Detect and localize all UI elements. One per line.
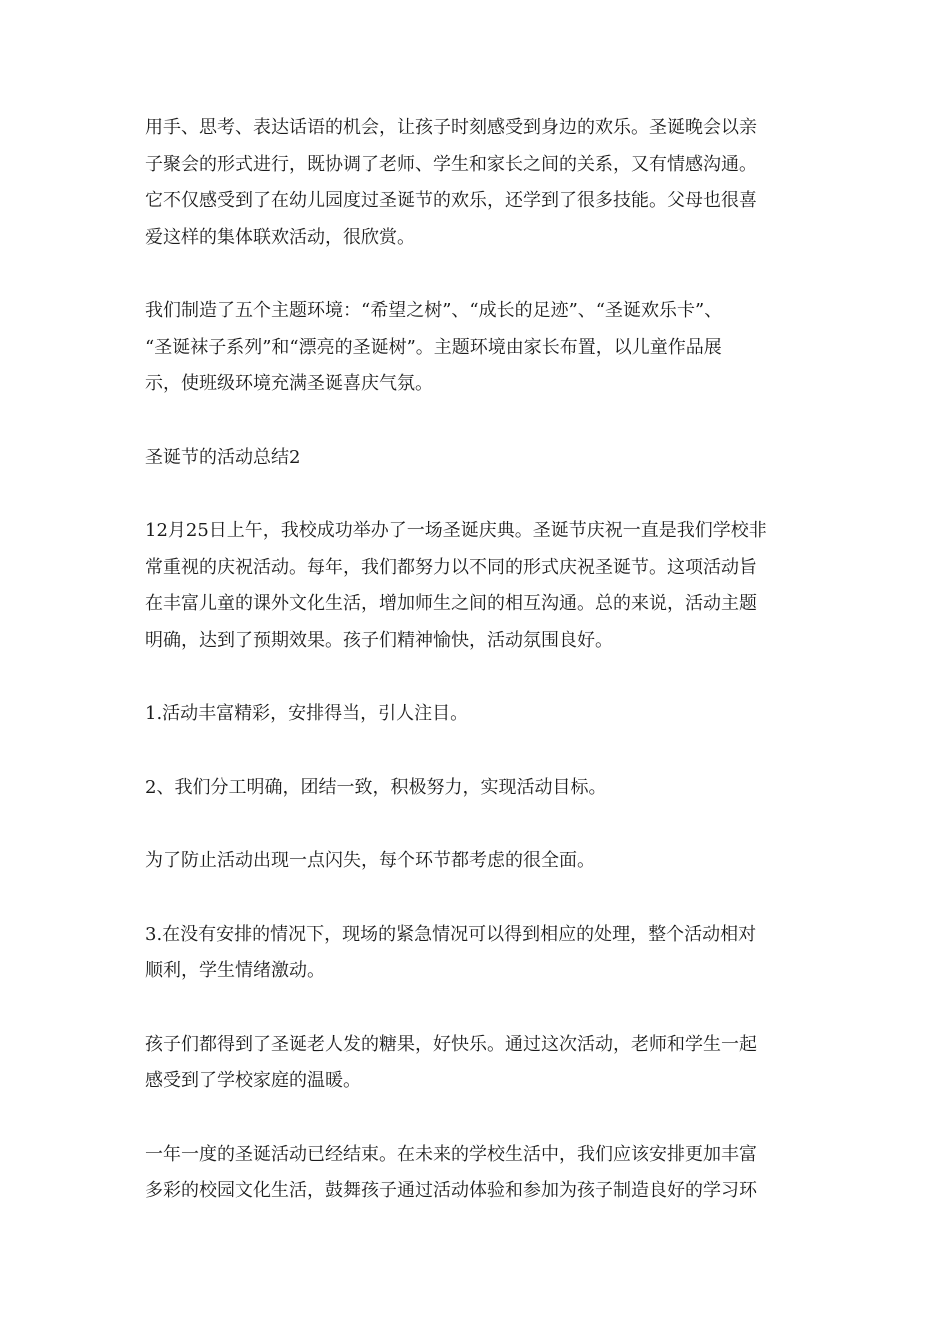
text-line: 用手、思考、表达话语的机会，让孩子时刻感受到身边的欢乐。圣诞晚会以亲 bbox=[145, 117, 757, 138]
paragraph-spacer bbox=[145, 733, 810, 770]
paragraph-spacer bbox=[145, 880, 810, 917]
paragraph-5 bbox=[145, 770, 810, 807]
text-line: 子聚会的形式进行，既协调了老师、学生和家长之间的关系，又有情感沟通。 bbox=[145, 153, 757, 175]
heading-text: 圣诞节的活动总结2 bbox=[145, 446, 301, 468]
document-body bbox=[145, 110, 810, 1210]
paragraph-6 bbox=[145, 843, 810, 880]
paragraph-3 bbox=[145, 513, 810, 659]
paragraph-spacer bbox=[145, 1100, 810, 1137]
text-line: 12月25日上午，我校成功举办了一场圣诞庆典。圣诞节庆祝一直是我们学校非 bbox=[145, 520, 767, 541]
text-line: 爱这样的集体联欢活动，很欣赏。 bbox=[145, 226, 415, 248]
text-line: 常重视的庆祝活动。每年，我们都努力以不同的形式庆祝圣诞节。这项活动旨 bbox=[145, 556, 757, 578]
text-line: 多彩的校园文化生活，鼓舞孩子通过活动体验和参加为孩子制造良好的学习环 bbox=[145, 1180, 757, 1201]
text-line: 示，使班级环境充满圣诞喜庆气氛。 bbox=[145, 373, 433, 394]
text-line: 3.在没有安排的情况下，现场的紧急情况可以得到相应的处理，整个活动相对 bbox=[145, 923, 757, 945]
paragraph-spacer bbox=[145, 990, 810, 1027]
text-line: 顺利，学生情绪激动。 bbox=[145, 960, 325, 981]
text-line: 它不仅感受到了在幼儿园度过圣诞节的欢乐，还学到了很多技能。父母也很喜 bbox=[145, 190, 757, 211]
text-line: 为了防止活动出现一点闪失，每个环节都考虑的很全面。 bbox=[145, 850, 595, 871]
text-line: 我们制造了五个主题环境：“希望之树”、“成长的足迹”、“圣诞欢乐卡”、 bbox=[145, 300, 723, 321]
text-line: 2、我们分工明确，团结一致，积极努力，实现活动目标。 bbox=[145, 776, 607, 798]
paragraph-2 bbox=[145, 293, 810, 403]
paragraph-spacer bbox=[145, 806, 810, 843]
text-line: 一年一度的圣诞活动已经结束。在未来的学校生活中，我们应该安排更加丰富 bbox=[145, 1143, 757, 1165]
paragraph-spacer bbox=[145, 659, 810, 696]
paragraph-9 bbox=[145, 1137, 810, 1210]
paragraph-spacer bbox=[145, 476, 810, 513]
text-line: 孩子们都得到了圣诞老人发的糖果，好快乐。通过这次活动，老师和学生一起 bbox=[145, 1033, 757, 1055]
paragraph-7 bbox=[145, 917, 810, 990]
paragraph-spacer bbox=[145, 403, 810, 440]
text-line: “圣诞袜子系列”和“漂亮的圣诞树”。主题环境由家长布置，以儿童作品展 bbox=[145, 336, 722, 358]
text-line: 在丰富儿童的课外文化生活，增加师生之间的相互沟通。总的来说，活动主题 bbox=[145, 593, 757, 614]
text-line: 明确，达到了预期效果。孩子们精神愉快，活动氛围良好。 bbox=[145, 629, 613, 651]
section-heading bbox=[145, 440, 810, 477]
paragraph-8 bbox=[145, 1027, 810, 1100]
paragraph-4 bbox=[145, 696, 810, 733]
text-line: 感受到了学校家庭的温暖。 bbox=[145, 1070, 361, 1091]
text-line: 1.活动丰富精彩，安排得当，引人注目。 bbox=[145, 703, 469, 724]
paragraph-spacer bbox=[145, 256, 810, 293]
paragraph-1 bbox=[145, 110, 810, 256]
